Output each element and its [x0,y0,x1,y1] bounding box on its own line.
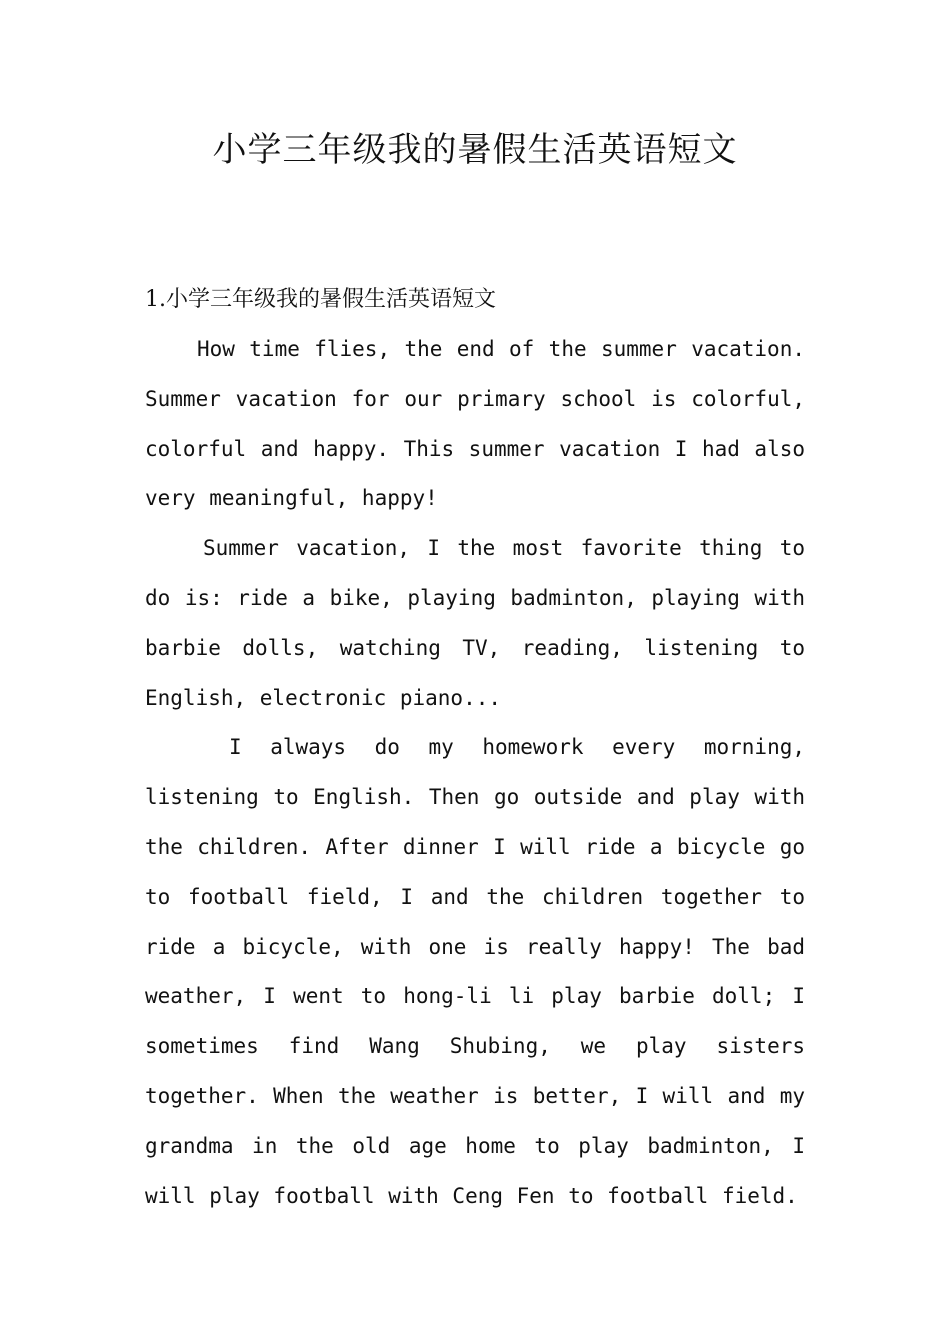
document-body [145,275,805,1221]
document-title: 小学三年级我的暑假生活英语短文 [212,130,738,170]
paragraph-1: How time flies, the end of the summer vacation. Summer vacation for our primary school is colorful, colorful and happy. This summer vacation I had also very meaningful, happy! [145,337,805,511]
section-heading: 1.小学三年级我的暑假生活英语短文 [145,287,496,312]
paragraph-3: I always do my homework every morning, listening to English. Then go outside and play with the children. After dinner I will ride a bicycle go to football field, I and the children together to ride a bicycle, with one is really happy! The bad weather, I went to hong-li li play barbie doll; I sometimes find Wang Shubing, we play sisters together. When the weather is better, I will and my grandma in the old age home to play badminton, I will play football with Ceng Fen to football field. [145,735,805,1208]
paragraph-2: Summer vacation, I the most favorite thing to do is: ride a bike, playing badminton, playing with barbie dolls, watching TV, reading, listening to English, electronic piano... [145,536,805,710]
